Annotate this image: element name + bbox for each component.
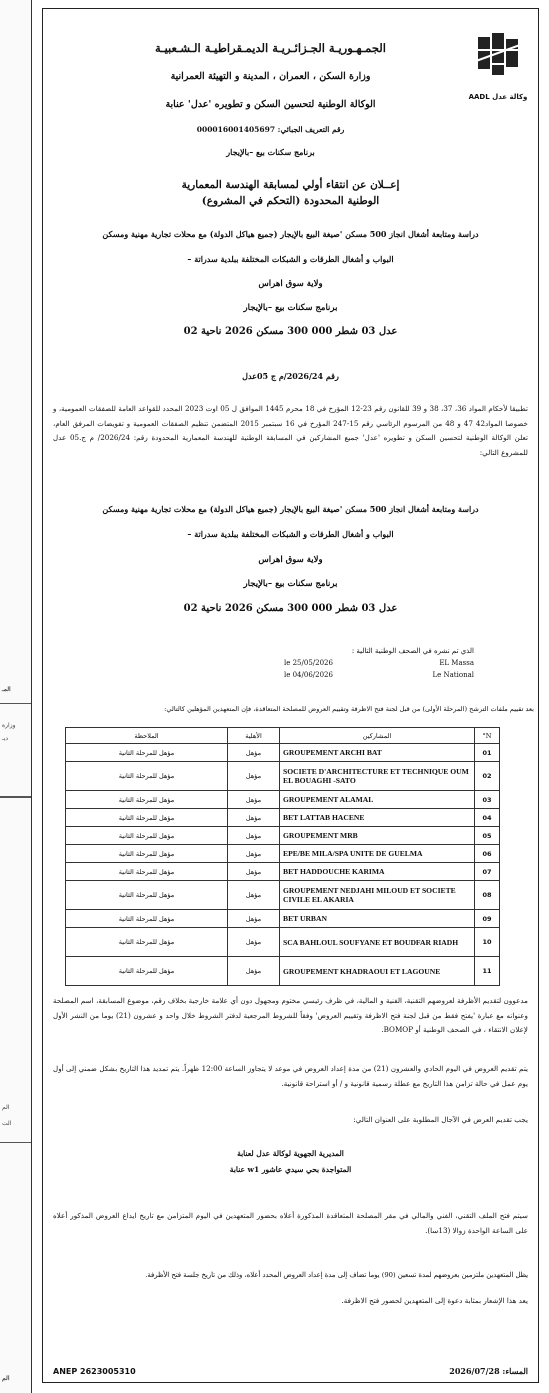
row-eligibility: مؤهل: [228, 845, 280, 863]
row-eligibility: مؤهل: [228, 762, 280, 791]
address-line-1: المديرية الجهوية لوكالة عدل لعنابة: [237, 1149, 344, 1158]
anep-number: ANEP 2623005310: [53, 1367, 136, 1376]
publication-date: le 25/05/2026: [284, 659, 333, 667]
publication-intro: الذي تم نشره في الصحف الوطنية التالية :: [351, 647, 474, 655]
table-row: [66, 910, 500, 928]
row-eligibility: مؤهل: [228, 910, 280, 928]
row-participant: SCA BAHLOUL SOUFYANE ET BOUDFAR RIADH: [280, 928, 475, 957]
table-row: [66, 957, 500, 986]
publication-date: le 04/06/2026: [284, 671, 333, 679]
margin-divider: [0, 703, 31, 704]
row-eligibility: مؤهل: [228, 863, 280, 881]
row-participant: GROUPEMENT KHADRAOUI ET LAGOUNE: [280, 957, 475, 986]
project-line-1: دراسة ومتابعة أشغال انجاز 500 مسكن 'صيغة البيع بالإيجار (جميع هياكل الدولة) مع محلات تجارية مهنية ومسكن: [102, 229, 479, 239]
margin-divider: [0, 796, 31, 798]
row-participant: BET HADDOUCHE KARIMA: [280, 863, 475, 881]
table-row: [66, 762, 500, 791]
table-row: [66, 744, 500, 762]
row-participant: GROUPEMENT MRB: [280, 827, 475, 845]
publication-entry: [284, 669, 474, 681]
wilaya: ولاية سوق اهراس: [258, 279, 323, 289]
column-rule: [31, 0, 32, 1393]
margin-fragment: الم: [2, 1375, 10, 1382]
header-num: N°: [475, 728, 500, 744]
instructions-validity: يظل المتعهدين ملتزمين بعروضهم لمدة تسعين (90) يوما تضاف إلى مدة إعداد العروض المحدد أعلاه، وذلك من تاريخ جلسة فتح الأظرفة.: [145, 1271, 528, 1279]
logo-text: وكالة عدل AADL: [468, 93, 528, 101]
margin-fragment: ديـ: [2, 735, 9, 742]
margin-divider: [0, 1142, 31, 1143]
publication-date-footer: المساء: 2026/07/28: [449, 1366, 528, 1376]
wilaya-repeat: ولاية سوق اهراس: [258, 555, 323, 565]
row-participant: BET LATTAB HACENE: [280, 809, 475, 827]
row-num: 10: [475, 928, 500, 957]
instructions-invitation: يعد هذا الإشعار بمثابة دعوة إلى المتعهدين لحضور فتح الاظرفة.: [341, 1296, 528, 1305]
participants-table: [65, 727, 500, 986]
project-line-1-repeat: دراسة ومتابعة أشغال انجاز 500 مسكن 'صيغة البيع بالإيجار (جميع هياكل الدولة) مع محلات تجارية مهنية ومسكن: [102, 504, 479, 514]
row-eligibility: مؤهل: [228, 791, 280, 809]
row-remark: مؤهل للمرحلة الثانية: [66, 863, 228, 881]
row-remark: مؤهل للمرحلة الثانية: [66, 791, 228, 809]
republic-title: الجمـهـوريـة الجـزائـريـة الديمـقراطيـة الـشـعبيـة: [155, 41, 386, 55]
header-eligibility: الأهلية: [228, 728, 280, 744]
row-participant: BET URBAN: [280, 910, 475, 928]
row-num: 08: [475, 881, 500, 910]
row-num: 06: [475, 845, 500, 863]
evaluation-intro: بعد تقييم ملفات الترشح (المرحلة الأولى) من قبل لجنة فتح الاظرفة وتقييم العروض للمصلحة المتعاقدة، فإن المتعهدين المؤهلين كالتالي:: [164, 705, 534, 713]
row-num: 05: [475, 827, 500, 845]
row-remark: مؤهل للمرحلة الثانية: [66, 928, 228, 957]
row-eligibility: مؤهل: [228, 827, 280, 845]
instructions-deadline: يتم تقديم العروض في اليوم الحادي والعشرون (21) من مدة إعداد العروض في موعد لا يتجاوز الساعة 12:00 ظهراً. يتم تمديد هذا التاريخ بشكل ضمني إلى أول يوم عمل في حالة تزامن هذا التاريخ مع عطلة رسمية قانونية و / أو استراحة قانونية.: [53, 1064, 529, 1088]
row-eligibility: مؤهل: [228, 809, 280, 827]
row-remark: مؤهل للمرحلة الثانية: [66, 809, 228, 827]
margin-fragment: المـ: [2, 686, 11, 693]
row-eligibility: مؤهل: [228, 928, 280, 957]
instructions-submission: مدعوون لتقديم الأظرفة لعروضهم التقنية، الفنية و المالية، في ظرف رئيسي مختوم ومجهول دون أي علامة خارجية بخلاف رقم، موضوع المسابقة، اسم المصلحة وعنوانه مع عبارة 'يفتح فقط من قبل لجنة فتح الاظرفة وتقييم العروض' وفقاً للشروط المرجعية لدفتر الشروط خلال واحد و عشرون (21) يوما من النشر الأول لإعلان الانتقاء ، في الصحف الوطنية أو BOMOP.: [53, 996, 528, 1034]
program-repeat: برنامج سكنات بيع –بالإيجار: [243, 579, 338, 589]
announcement-frame: [42, 8, 539, 1383]
program-line: برنامج سكنات بيع –بالإيجار: [243, 303, 338, 313]
project-line-2: البواب و أشغال الطرقات و الشبكات المختلفة ببلدية سدراتة –: [187, 254, 394, 264]
table-row: [66, 827, 500, 845]
header-remark: الملاحظة: [66, 728, 228, 744]
header-program: برنامج سكنات بيع –بالإيجار: [226, 147, 315, 157]
instructions-address-intro: يجب تقديم العرض في الآجال المطلوبة على العنوان التالي:: [353, 1115, 528, 1124]
row-num: 07: [475, 863, 500, 881]
row-num: 01: [475, 744, 500, 762]
aadl-logo-icon: [476, 31, 520, 79]
publication-paper: EL Massa: [439, 659, 474, 667]
row-eligibility: مؤهل: [228, 744, 280, 762]
row-participant: GROUPEMENT ARCHI BAT: [280, 744, 475, 762]
row-participant: GROUPEMENT NEDJAHI MILOUD ET SOCIETE CIVILE EL AKARIA: [280, 881, 475, 910]
adjacent-column: [0, 0, 32, 1393]
table-row: [66, 881, 500, 910]
announcement-title-1: إعــلان عن انتقاء أولي لمسابقة الهندسة المعمارية: [181, 179, 400, 191]
row-num: 02: [475, 762, 500, 791]
row-remark: مؤهل للمرحلة الثانية: [66, 957, 228, 986]
footer: [53, 1362, 528, 1376]
row-num: 09: [475, 910, 500, 928]
row-remark: مؤهل للمرحلة الثانية: [66, 762, 228, 791]
tranche-repeat: عدل 03 شطر 000 300 مسكن 2026 ناحية 02: [183, 603, 398, 614]
legal-paragraph: تطبيقا لأحكام المواد 36، 37، 38 و 39 للقانون رقم 23-12 المؤرخ في 18 محرم 1445 الموافق ل 05 اوت 2023 المحدد للقواعد العامة للصفقات العمومية، و خصوصا المواد42 47 و 48 من المرسوم الرئاسي رقم 15-247 المؤرخ في 16 سبتمبر 2015 المتضمن تنظيم الصفقات العمومية و تفويضات المرفق العام، تعلن الوكالة الوطنية لتحسين السكن و تطويره 'عدل' جميع المشاركين في المسابقة الوطنية للهندسة المعمارية المحدودة رقم: 2026/24/ م ج.05 عدل للمشروع التالي:: [53, 404, 529, 457]
publication-entry: [284, 657, 474, 669]
row-remark: مؤهل للمرحلة الثانية: [66, 845, 228, 863]
row-remark: مؤهل للمرحلة الثانية: [66, 744, 228, 762]
margin-fragment: الم: [2, 1104, 10, 1111]
row-participant: GROUPEMENT ALAMAL: [280, 791, 475, 809]
row-participant: EPE/BE MILA/SPA UNITE DE GUELMA: [280, 845, 475, 863]
header-participants: المشاركين: [280, 728, 475, 744]
table-row: [66, 845, 500, 863]
row-eligibility: مؤهل: [228, 957, 280, 986]
row-eligibility: مؤهل: [228, 881, 280, 910]
table-row: [66, 809, 500, 827]
publication-paper: Le National: [432, 671, 474, 679]
aadl-logo: [468, 31, 528, 101]
agency-title: الوكالة الوطنية لتحسين السكن و تطويره 'عدل' عنابة: [165, 99, 376, 110]
margin-fragment: وزارة: [2, 722, 16, 729]
row-num: 04: [475, 809, 500, 827]
address-line-2: المتواجدة بحي سيدي عاشور w1 عنابة: [229, 1165, 352, 1174]
row-participant: SOCIETE D'ARCHITECTURE ET TECHNIQUE OUM EL BOUAGHI -SATO: [280, 762, 475, 791]
table-row: [66, 791, 500, 809]
row-remark: مؤهل للمرحلة الثانية: [66, 881, 228, 910]
row-num: 03: [475, 791, 500, 809]
table-row: [66, 928, 500, 957]
row-remark: مؤهل للمرحلة الثانية: [66, 910, 228, 928]
table-header-row: [66, 728, 500, 744]
row-num: 11: [475, 957, 500, 986]
row-remark: مؤهل للمرحلة الثانية: [66, 827, 228, 845]
margin-fragment: الت: [2, 1120, 12, 1127]
tax-id: رقم التعريف الجبائي: 000016001405697: [196, 125, 345, 134]
ministry-title: وزارة السكن ، العمران ، المدينة و التهيئة العمرانية: [170, 71, 371, 82]
publication-block: [284, 645, 474, 681]
table-row: [66, 863, 500, 881]
instructions-opening: سيتم فتح الملف التقني، الفني والمالي في مقر المصلحة المتعاقدة المذكورة أعلاه بحضور المتعهدين في اليوم المتزامن مع تاريخ ايداع العروض المذكور أعلاه على الساعة الواحدة زوالا (13سا).: [53, 1211, 528, 1235]
reference-number: رقم 2026/24/م ج 05عدل: [242, 371, 339, 381]
project-line-2-repeat: البواب و أشغال الطرقات و الشبكات المختلفة ببلدية سدراتة –: [187, 529, 394, 539]
tranche-line: عدل 03 شطر 000 300 مسكن 2026 ناحية 02: [183, 326, 398, 337]
announcement-title-2: الوطنية المحدودة (التحكم في المشروع): [201, 195, 380, 207]
